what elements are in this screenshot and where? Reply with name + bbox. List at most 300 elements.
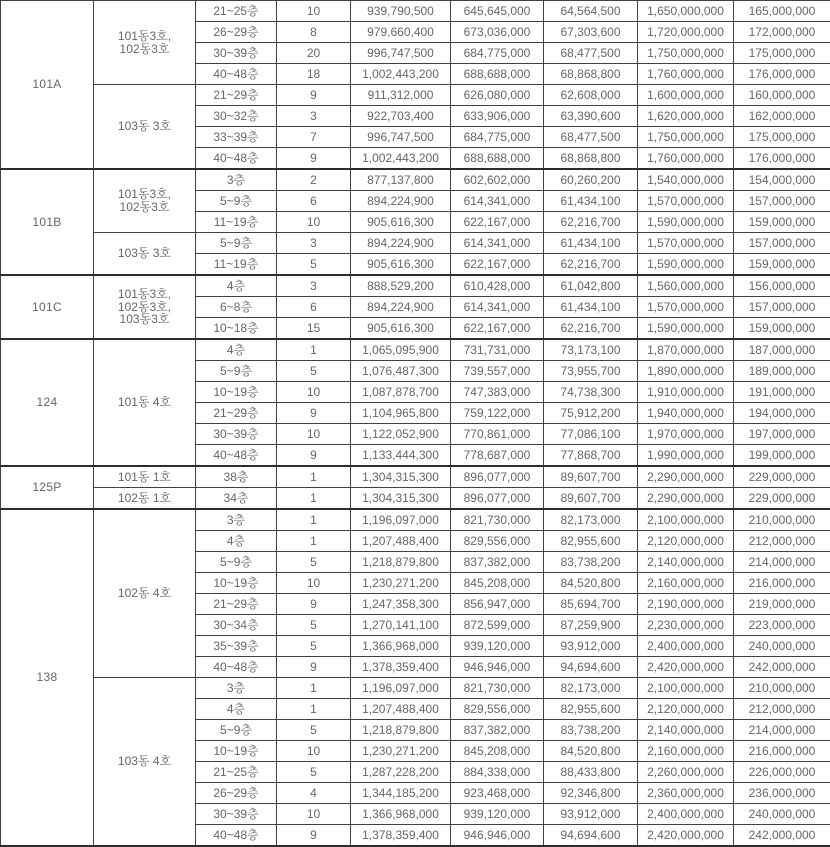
price-cell-4: 157,000,000 <box>734 191 830 212</box>
price-cell-3: 2,100,000,000 <box>638 509 734 531</box>
price-cell-4: 194,000,000 <box>734 403 830 424</box>
count-cell: 1 <box>277 466 351 488</box>
price-cell-0: 922,703,400 <box>351 106 451 127</box>
count-cell: 18 <box>277 64 351 85</box>
type-cell: 101B <box>1 169 94 275</box>
price-cell-4: 210,000,000 <box>734 509 830 531</box>
price-cell-4: 212,000,000 <box>734 699 830 720</box>
price-cell-3: 2,400,000,000 <box>638 636 734 657</box>
price-cell-1: 778,687,000 <box>451 445 544 467</box>
floor-cell: 21~29층 <box>196 85 277 106</box>
price-cell-1: 821,730,000 <box>451 678 544 699</box>
price-cell-2: 88,433,800 <box>544 762 638 783</box>
count-cell: 1 <box>277 509 351 531</box>
price-cell-1: 946,946,000 <box>451 825 544 847</box>
price-cell-2: 83,738,200 <box>544 552 638 573</box>
floor-cell: 10~19층 <box>196 741 277 762</box>
price-cell-0: 1,304,315,300 <box>351 488 451 510</box>
table-row <box>1 275 830 297</box>
price-cell-3: 2,420,000,000 <box>638 657 734 678</box>
price-cell-3: 1,940,000,000 <box>638 403 734 424</box>
price-cell-0: 894,224,900 <box>351 297 451 318</box>
price-cell-0: 905,616,300 <box>351 318 451 340</box>
table-row <box>1 678 830 699</box>
price-cell-3: 1,570,000,000 <box>638 191 734 212</box>
floor-cell: 10~19층 <box>196 382 277 403</box>
floor-cell: 11~19층 <box>196 254 277 276</box>
table-row <box>1 339 830 361</box>
price-cell-3: 1,760,000,000 <box>638 148 734 170</box>
price-cell-1: 684,775,000 <box>451 43 544 64</box>
price-cell-3: 2,290,000,000 <box>638 488 734 510</box>
price-cell-1: 770,861,000 <box>451 424 544 445</box>
price-cell-4: 242,000,000 <box>734 825 830 847</box>
price-cell-1: 845,208,000 <box>451 741 544 762</box>
price-cell-0: 1,218,879,800 <box>351 552 451 573</box>
floor-cell: 5~9층 <box>196 191 277 212</box>
count-cell: 4 <box>277 783 351 804</box>
count-cell: 9 <box>277 594 351 615</box>
price-cell-0: 1,076,487,300 <box>351 361 451 382</box>
price-cell-2: 82,173,000 <box>544 509 638 531</box>
price-cell-2: 63,390,600 <box>544 106 638 127</box>
floor-cell: 34층 <box>196 488 277 510</box>
count-cell: 10 <box>277 741 351 762</box>
count-cell: 5 <box>277 254 351 276</box>
price-cell-3: 2,160,000,000 <box>638 741 734 762</box>
price-cell-0: 894,224,900 <box>351 191 451 212</box>
price-cell-0: 1,065,095,900 <box>351 339 451 361</box>
count-cell: 15 <box>277 318 351 340</box>
floor-cell: 30~32층 <box>196 106 277 127</box>
table-row <box>1 488 830 510</box>
price-cell-4: 229,000,000 <box>734 466 830 488</box>
floor-cell: 5~9층 <box>196 552 277 573</box>
price-cell-4: 172,000,000 <box>734 22 830 43</box>
type-cell: 125P <box>1 466 94 509</box>
price-cell-2: 62,608,000 <box>544 85 638 106</box>
price-cell-0: 1,270,141,100 <box>351 615 451 636</box>
price-cell-2: 60,260,200 <box>544 169 638 191</box>
price-cell-3: 2,360,000,000 <box>638 783 734 804</box>
count-cell: 10 <box>277 804 351 825</box>
price-cell-1: 622,167,000 <box>451 318 544 340</box>
floor-cell: 21~29층 <box>196 594 277 615</box>
type-cell: 124 <box>1 339 94 466</box>
price-cell-1: 829,556,000 <box>451 531 544 552</box>
building-cell: 101동 1호 <box>94 466 196 488</box>
price-cell-1: 731,731,000 <box>451 339 544 361</box>
table-body <box>1 1 830 847</box>
floor-cell: 6~8층 <box>196 297 277 318</box>
price-cell-4: 191,000,000 <box>734 382 830 403</box>
count-cell: 5 <box>277 762 351 783</box>
count-cell: 1 <box>277 678 351 699</box>
price-cell-2: 89,607,700 <box>544 466 638 488</box>
floor-cell: 21~25층 <box>196 1 277 22</box>
count-cell: 3 <box>277 233 351 254</box>
type-cell: 101C <box>1 275 94 339</box>
building-cell: 102동 1호 <box>94 488 196 510</box>
table-row <box>1 85 830 106</box>
price-cell-4: 216,000,000 <box>734 741 830 762</box>
price-cell-2: 64,564,500 <box>544 1 638 22</box>
price-cell-3: 1,540,000,000 <box>638 169 734 191</box>
price-cell-0: 1,378,359,400 <box>351 825 451 847</box>
price-cell-3: 2,140,000,000 <box>638 720 734 741</box>
price-cell-3: 1,590,000,000 <box>638 254 734 276</box>
building-cell: 101동3호, 102동3호 <box>94 169 196 233</box>
count-cell: 10 <box>277 424 351 445</box>
price-cell-3: 1,560,000,000 <box>638 275 734 297</box>
floor-cell: 5~9층 <box>196 720 277 741</box>
price-cell-3: 2,420,000,000 <box>638 825 734 847</box>
price-cell-3: 1,570,000,000 <box>638 297 734 318</box>
count-cell: 1 <box>277 488 351 510</box>
price-cell-4: 199,000,000 <box>734 445 830 467</box>
price-cell-1: 633,906,000 <box>451 106 544 127</box>
price-cell-3: 2,400,000,000 <box>638 804 734 825</box>
price-cell-4: 159,000,000 <box>734 318 830 340</box>
count-cell: 10 <box>277 1 351 22</box>
floor-cell: 40~48층 <box>196 657 277 678</box>
price-cell-0: 1,366,968,000 <box>351 804 451 825</box>
price-cell-2: 82,173,000 <box>544 678 638 699</box>
price-cell-0: 1,104,965,800 <box>351 403 451 424</box>
price-cell-0: 1,344,185,200 <box>351 783 451 804</box>
floor-cell: 35~39층 <box>196 636 277 657</box>
price-cell-0: 905,616,300 <box>351 254 451 276</box>
price-cell-3: 1,750,000,000 <box>638 127 734 148</box>
count-cell: 9 <box>277 403 351 424</box>
price-cell-0: 1,366,968,000 <box>351 636 451 657</box>
price-cell-1: 614,341,000 <box>451 191 544 212</box>
price-cell-3: 2,140,000,000 <box>638 552 734 573</box>
price-cell-2: 68,868,800 <box>544 64 638 85</box>
price-cell-4: 157,000,000 <box>734 297 830 318</box>
price-cell-4: 189,000,000 <box>734 361 830 382</box>
count-cell: 9 <box>277 825 351 847</box>
price-cell-2: 85,694,700 <box>544 594 638 615</box>
count-cell: 10 <box>277 382 351 403</box>
floor-cell: 40~48층 <box>196 64 277 85</box>
floor-cell: 40~48층 <box>196 825 277 847</box>
price-cell-1: 645,645,000 <box>451 1 544 22</box>
price-cell-4: 226,000,000 <box>734 762 830 783</box>
price-cell-3: 2,190,000,000 <box>638 594 734 615</box>
price-cell-1: 837,382,000 <box>451 552 544 573</box>
floor-cell: 3층 <box>196 169 277 191</box>
type-cell: 138 <box>1 509 94 846</box>
price-cell-1: 872,599,000 <box>451 615 544 636</box>
count-cell: 9 <box>277 148 351 170</box>
count-cell: 9 <box>277 445 351 467</box>
price-cell-1: 626,080,000 <box>451 85 544 106</box>
count-cell: 5 <box>277 361 351 382</box>
price-cell-1: 896,077,000 <box>451 466 544 488</box>
count-cell: 3 <box>277 275 351 297</box>
price-cell-0: 1,247,358,300 <box>351 594 451 615</box>
price-cell-4: 165,000,000 <box>734 1 830 22</box>
count-cell: 20 <box>277 43 351 64</box>
floor-cell: 5~9층 <box>196 233 277 254</box>
price-cell-1: 884,338,000 <box>451 762 544 783</box>
price-cell-3: 1,910,000,000 <box>638 382 734 403</box>
count-cell: 1 <box>277 699 351 720</box>
count-cell: 1 <box>277 339 351 361</box>
price-cell-2: 75,912,200 <box>544 403 638 424</box>
price-cell-2: 61,434,100 <box>544 191 638 212</box>
price-cell-0: 877,137,800 <box>351 169 451 191</box>
price-cell-1: 837,382,000 <box>451 720 544 741</box>
price-cell-1: 939,120,000 <box>451 636 544 657</box>
building-cell: 102동 4호 <box>94 509 196 678</box>
price-cell-4: 214,000,000 <box>734 552 830 573</box>
price-cell-2: 82,955,600 <box>544 699 638 720</box>
price-cell-1: 622,167,000 <box>451 212 544 233</box>
price-cell-4: 240,000,000 <box>734 804 830 825</box>
price-cell-2: 62,216,700 <box>544 254 638 276</box>
floor-cell: 30~39층 <box>196 43 277 64</box>
price-cell-0: 894,224,900 <box>351 233 451 254</box>
price-cell-3: 2,120,000,000 <box>638 699 734 720</box>
price-cell-4: 162,000,000 <box>734 106 830 127</box>
count-cell: 3 <box>277 106 351 127</box>
price-cell-1: 759,122,000 <box>451 403 544 424</box>
price-cell-0: 1,002,443,200 <box>351 148 451 170</box>
count-cell: 6 <box>277 191 351 212</box>
price-cell-1: 614,341,000 <box>451 297 544 318</box>
price-cell-2: 84,520,800 <box>544 573 638 594</box>
price-cell-3: 2,120,000,000 <box>638 531 734 552</box>
floor-cell: 5~9층 <box>196 361 277 382</box>
price-cell-1: 896,077,000 <box>451 488 544 510</box>
building-cell: 103동 3호 <box>94 85 196 170</box>
price-cell-3: 1,990,000,000 <box>638 445 734 467</box>
price-cell-0: 939,790,500 <box>351 1 451 22</box>
price-cell-3: 2,230,000,000 <box>638 615 734 636</box>
price-cell-0: 1,087,878,700 <box>351 382 451 403</box>
floor-cell: 26~29층 <box>196 783 277 804</box>
count-cell: 5 <box>277 636 351 657</box>
price-cell-0: 1,218,879,800 <box>351 720 451 741</box>
building-cell: 101동3호, 102동3호, 103동3호 <box>94 275 196 339</box>
price-cell-2: 73,173,100 <box>544 339 638 361</box>
floor-cell: 21~29층 <box>196 403 277 424</box>
price-cell-0: 996,747,500 <box>351 127 451 148</box>
floor-cell: 38층 <box>196 466 277 488</box>
price-cell-0: 1,378,359,400 <box>351 657 451 678</box>
price-cell-3: 1,720,000,000 <box>638 22 734 43</box>
price-cell-0: 1,133,444,300 <box>351 445 451 467</box>
count-cell: 7 <box>277 127 351 148</box>
price-cell-1: 622,167,000 <box>451 254 544 276</box>
price-cell-1: 610,428,000 <box>451 275 544 297</box>
price-cell-2: 61,434,100 <box>544 233 638 254</box>
floor-cell: 26~29층 <box>196 22 277 43</box>
count-cell: 2 <box>277 169 351 191</box>
price-cell-0: 1,196,097,000 <box>351 509 451 531</box>
price-cell-2: 61,434,100 <box>544 297 638 318</box>
floor-cell: 10~19층 <box>196 573 277 594</box>
price-cell-3: 1,760,000,000 <box>638 64 734 85</box>
price-cell-4: 242,000,000 <box>734 657 830 678</box>
floor-cell: 21~25층 <box>196 762 277 783</box>
count-cell: 8 <box>277 22 351 43</box>
price-cell-4: 154,000,000 <box>734 169 830 191</box>
price-cell-4: 212,000,000 <box>734 531 830 552</box>
price-cell-3: 1,870,000,000 <box>638 339 734 361</box>
floor-cell: 40~48층 <box>196 148 277 170</box>
price-cell-1: 923,468,000 <box>451 783 544 804</box>
price-cell-1: 829,556,000 <box>451 699 544 720</box>
price-cell-3: 1,600,000,000 <box>638 85 734 106</box>
floor-cell: 3층 <box>196 678 277 699</box>
count-cell: 5 <box>277 720 351 741</box>
price-cell-3: 1,750,000,000 <box>638 43 734 64</box>
floor-cell: 11~19층 <box>196 212 277 233</box>
price-cell-0: 1,230,271,200 <box>351 573 451 594</box>
price-cell-4: 229,000,000 <box>734 488 830 510</box>
price-cell-1: 946,946,000 <box>451 657 544 678</box>
price-cell-4: 197,000,000 <box>734 424 830 445</box>
price-cell-4: 156,000,000 <box>734 275 830 297</box>
price-cell-0: 888,529,200 <box>351 275 451 297</box>
price-cell-1: 602,602,000 <box>451 169 544 191</box>
price-cell-2: 68,868,800 <box>544 148 638 170</box>
floor-cell: 30~39층 <box>196 424 277 445</box>
price-cell-0: 1,304,315,300 <box>351 466 451 488</box>
price-cell-4: 214,000,000 <box>734 720 830 741</box>
floor-cell: 40~48층 <box>196 445 277 467</box>
price-cell-0: 1,207,488,400 <box>351 531 451 552</box>
price-cell-0: 911,312,000 <box>351 85 451 106</box>
price-cell-4: 223,000,000 <box>734 615 830 636</box>
price-cell-4: 187,000,000 <box>734 339 830 361</box>
building-cell: 101동3호, 102동3호 <box>94 1 196 85</box>
price-cell-2: 93,912,000 <box>544 804 638 825</box>
price-cell-4: 159,000,000 <box>734 212 830 233</box>
floor-cell: 10~18층 <box>196 318 277 340</box>
building-cell: 103동 3호 <box>94 233 196 276</box>
price-cell-3: 1,590,000,000 <box>638 212 734 233</box>
price-cell-3: 2,100,000,000 <box>638 678 734 699</box>
count-cell: 1 <box>277 531 351 552</box>
price-cell-0: 1,230,271,200 <box>351 741 451 762</box>
price-cell-3: 2,260,000,000 <box>638 762 734 783</box>
price-cell-2: 62,216,700 <box>544 212 638 233</box>
price-cell-3: 1,970,000,000 <box>638 424 734 445</box>
price-cell-4: 157,000,000 <box>734 233 830 254</box>
floor-cell: 30~34층 <box>196 615 277 636</box>
price-cell-0: 979,660,400 <box>351 22 451 43</box>
count-cell: 6 <box>277 297 351 318</box>
price-cell-2: 82,955,600 <box>544 531 638 552</box>
price-cell-2: 77,086,100 <box>544 424 638 445</box>
price-cell-2: 67,303,600 <box>544 22 638 43</box>
price-cell-0: 1,207,488,400 <box>351 699 451 720</box>
price-cell-2: 87,259,900 <box>544 615 638 636</box>
price-cell-4: 176,000,000 <box>734 64 830 85</box>
price-cell-0: 1,196,097,000 <box>351 678 451 699</box>
price-cell-0: 905,616,300 <box>351 212 451 233</box>
count-cell: 5 <box>277 552 351 573</box>
price-cell-1: 684,775,000 <box>451 127 544 148</box>
price-cell-3: 1,890,000,000 <box>638 361 734 382</box>
price-cell-2: 84,520,800 <box>544 741 638 762</box>
price-cell-2: 62,216,700 <box>544 318 638 340</box>
price-cell-2: 73,955,700 <box>544 361 638 382</box>
price-cell-0: 1,287,228,200 <box>351 762 451 783</box>
price-cell-0: 1,002,443,200 <box>351 64 451 85</box>
price-cell-4: 236,000,000 <box>734 783 830 804</box>
price-cell-0: 996,747,500 <box>351 43 451 64</box>
price-cell-2: 83,738,200 <box>544 720 638 741</box>
price-cell-4: 219,000,000 <box>734 594 830 615</box>
price-cell-3: 1,650,000,000 <box>638 1 734 22</box>
price-cell-4: 240,000,000 <box>734 636 830 657</box>
price-cell-4: 176,000,000 <box>734 148 830 170</box>
count-cell: 9 <box>277 85 351 106</box>
price-cell-2: 61,042,800 <box>544 275 638 297</box>
table-row <box>1 509 830 531</box>
price-cell-1: 856,947,000 <box>451 594 544 615</box>
count-cell: 10 <box>277 212 351 233</box>
table-row <box>1 1 830 22</box>
price-cell-2: 94,694,600 <box>544 825 638 847</box>
price-cell-3: 1,570,000,000 <box>638 233 734 254</box>
price-cell-1: 688,688,000 <box>451 148 544 170</box>
price-cell-2: 94,694,600 <box>544 657 638 678</box>
count-cell: 10 <box>277 573 351 594</box>
price-cell-0: 1,122,052,900 <box>351 424 451 445</box>
floor-cell: 3층 <box>196 509 277 531</box>
type-cell: 101A <box>1 1 94 170</box>
price-cell-4: 159,000,000 <box>734 254 830 276</box>
price-cell-4: 216,000,000 <box>734 573 830 594</box>
floor-cell: 33~39층 <box>196 127 277 148</box>
price-cell-1: 688,688,000 <box>451 64 544 85</box>
price-cell-2: 74,738,300 <box>544 382 638 403</box>
price-cell-1: 673,036,000 <box>451 22 544 43</box>
price-cell-2: 68,477,500 <box>544 43 638 64</box>
building-cell: 101동 4호 <box>94 339 196 466</box>
price-cell-4: 160,000,000 <box>734 85 830 106</box>
price-cell-1: 821,730,000 <box>451 509 544 531</box>
price-cell-1: 939,120,000 <box>451 804 544 825</box>
price-cell-3: 1,590,000,000 <box>638 318 734 340</box>
table-row <box>1 169 830 191</box>
building-cell: 103동 4호 <box>94 678 196 847</box>
price-cell-3: 1,620,000,000 <box>638 106 734 127</box>
price-cell-1: 747,383,000 <box>451 382 544 403</box>
price-cell-2: 89,607,700 <box>544 488 638 510</box>
price-cell-2: 93,912,000 <box>544 636 638 657</box>
floor-cell: 4층 <box>196 699 277 720</box>
table-row <box>1 466 830 488</box>
price-cell-2: 92,346,800 <box>544 783 638 804</box>
price-cell-3: 2,290,000,000 <box>638 466 734 488</box>
price-cell-4: 210,000,000 <box>734 678 830 699</box>
price-cell-2: 77,868,700 <box>544 445 638 467</box>
price-cell-2: 68,477,500 <box>544 127 638 148</box>
floor-cell: 4층 <box>196 531 277 552</box>
floor-cell: 4층 <box>196 275 277 297</box>
floor-cell: 30~39층 <box>196 804 277 825</box>
price-cell-1: 739,557,000 <box>451 361 544 382</box>
price-cell-3: 2,160,000,000 <box>638 573 734 594</box>
count-cell: 5 <box>277 615 351 636</box>
